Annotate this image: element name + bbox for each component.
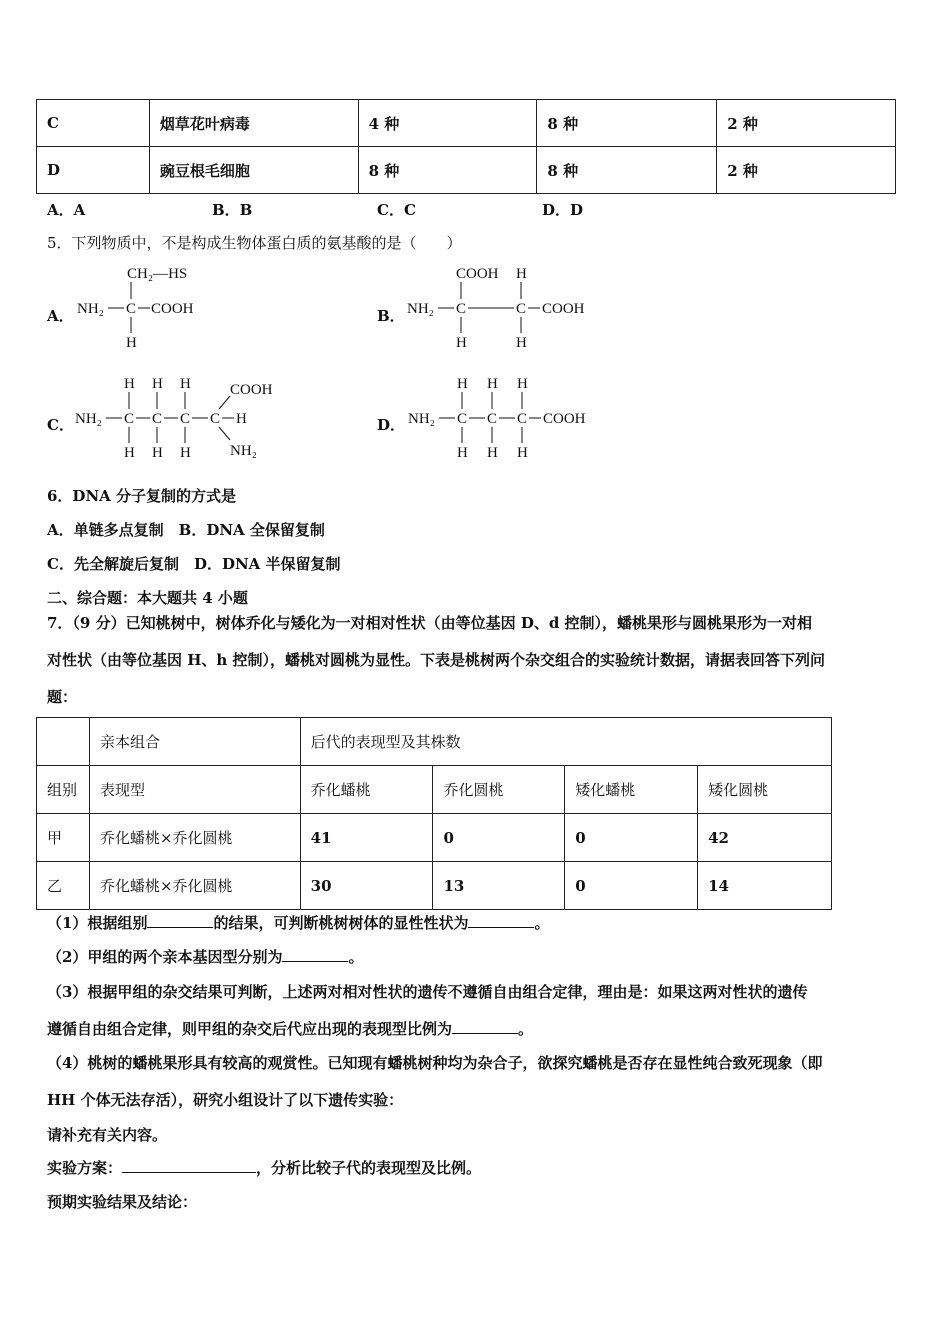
answer-blank[interactable]	[282, 947, 348, 962]
sub-question-1	[47, 912, 549, 933]
formula-text: CH₂—HS	[127, 266, 188, 282]
table-row	[37, 862, 832, 910]
formula-text: C	[210, 411, 221, 427]
formula-text: H	[487, 445, 498, 461]
option-d: D．D	[542, 201, 584, 219]
q6-options-ab: A．单链多点复制 B．DNA 全保留复制	[47, 521, 325, 539]
answer-blank[interactable]	[147, 913, 213, 928]
table-cell: 乔化蟠桃×乔化圆桃	[89, 862, 300, 910]
text: （1）根据组别	[47, 914, 148, 932]
formula-text: NH₂	[408, 411, 435, 427]
table-cell: 亲本组合	[89, 718, 300, 766]
question-7-line3: 题：	[47, 688, 78, 706]
table-cell: 2 种	[717, 100, 896, 147]
formula-text: C	[180, 411, 191, 427]
formula-text: H	[126, 335, 137, 351]
sub-question-2	[47, 946, 363, 967]
text: 。	[518, 1020, 534, 1038]
table-cell: 4 种	[358, 100, 537, 147]
q5-label-b: B．	[377, 307, 405, 325]
q5-label-c: C．	[47, 416, 74, 434]
formula-text: NH₂	[230, 443, 257, 459]
experiment-plan	[47, 1157, 481, 1178]
text: 。	[534, 914, 550, 932]
table-cell: 14	[698, 862, 832, 910]
q5-label-d: D．	[377, 416, 406, 434]
section-heading: 二、综合题：本大题共 4 小题	[47, 589, 248, 607]
formula-text: H	[517, 445, 528, 461]
text: 遵循自由组合定律，则甲组的杂交后代应出现的表现型比例为	[47, 1020, 453, 1038]
formula-text: C	[152, 411, 163, 427]
table-cell: 矮化蟠桃	[565, 766, 698, 814]
table-cross-results	[36, 717, 832, 910]
formula-c	[72, 368, 292, 468]
table-cell: C	[37, 100, 150, 147]
table-header-row	[37, 718, 832, 766]
table-cell: 甲	[37, 814, 90, 862]
table-cell: 8 种	[537, 147, 717, 194]
formula-text: H	[456, 335, 467, 351]
option-a: A．A	[47, 201, 86, 219]
table-cell: 0	[565, 862, 698, 910]
formula-text: H	[487, 376, 498, 392]
formula-text: C	[487, 411, 498, 427]
sub-question-3-line1: （3）根据甲组的杂交结果可判断，上述两对相对性状的遗传不遵循自由组合定律，理由是：如果这两对性状的遗传	[47, 983, 808, 1001]
table-cell: 组别	[37, 766, 90, 814]
option-c: C．C	[377, 201, 416, 219]
formula-text: H	[152, 376, 163, 392]
table-cell: 2 种	[717, 147, 896, 194]
table-cell	[37, 718, 90, 766]
table-cell: 8 种	[537, 100, 717, 147]
table-cell: 后代的表现型及其株数	[300, 718, 831, 766]
table-row	[37, 814, 832, 862]
formula-text: H	[517, 376, 528, 392]
formula-text: H	[457, 445, 468, 461]
formula-text: C	[517, 411, 528, 427]
q5-label-a: A．	[47, 307, 74, 325]
sub-question-4-line3: 请补充有关内容。	[47, 1126, 168, 1144]
formula-text: NH₂	[77, 301, 104, 317]
text: 实验方案：	[47, 1159, 123, 1177]
sub-question-4-line1: （4）桃树的蟠桃果形具有较高的观赏性。已知现有蟠桃树种均为杂合子，欲探究蟠桃是否存在显性纯合致死现象（即	[47, 1054, 823, 1072]
table-cell: 41	[300, 814, 433, 862]
table-cell: 13	[433, 862, 565, 910]
table-cell: 乙	[37, 862, 90, 910]
question-7-line1: 7．（9 分）已知桃树中，树体乔化与矮化为一对相对性状（由等位基因 D、d 控制），蟠桃果形与圆桃果形为一对相	[47, 614, 813, 632]
formula-b	[403, 258, 613, 358]
answer-blank[interactable]	[452, 1019, 518, 1034]
q6-options-cd: C．先全解旋后复制 D．DNA 半保留复制	[47, 555, 341, 573]
formula-text: NH₂	[75, 411, 102, 427]
formula-text: H	[180, 376, 191, 392]
formula-text: COOH	[151, 301, 194, 317]
question-5-stem: 5．下列物质中，不是构成生物体蛋白质的氨基酸的是（ ）	[47, 234, 462, 252]
sub-question-4-line2: HH 个体无法存活），研究小组设计了以下遗传实验：	[47, 1091, 404, 1109]
table-cell: 42	[698, 814, 832, 862]
formula-text: H	[124, 376, 135, 392]
table-row	[37, 147, 896, 194]
answer-blank[interactable]	[122, 1158, 256, 1173]
table-cell: 30	[300, 862, 433, 910]
table-variant-counts	[36, 99, 896, 194]
question-7-line2: 对性状（由等位基因 H、h 控制），蟠桃对圆桃为显性。下表是桃树两个杂交组合的实验统计数据，请据表回答下列问	[47, 651, 826, 669]
table-cell: 乔化圆桃	[433, 766, 565, 814]
table-cell: D	[37, 147, 150, 194]
question-6-stem: 6．DNA 分子复制的方式是	[47, 487, 237, 505]
table-cell: 乔化蟠桃	[300, 766, 433, 814]
formula-text: C	[126, 301, 137, 317]
formula-text: C	[456, 301, 467, 317]
text: 的结果，可判断桃树树体的显性性状为	[213, 914, 469, 932]
formula-text: H	[124, 445, 135, 461]
formula-a	[70, 258, 220, 358]
table-cell: 0	[433, 814, 565, 862]
formula-text: H	[457, 376, 468, 392]
formula-text: H	[152, 445, 163, 461]
formula-text: NH₂	[407, 301, 434, 317]
table-cell: 8 种	[358, 147, 537, 194]
formula-text: C	[124, 411, 135, 427]
table-cell: 烟草花叶病毒	[149, 100, 358, 147]
table-cell: 乔化蟠桃×乔化圆桃	[89, 814, 300, 862]
table-header-row	[37, 766, 832, 814]
text: 。	[348, 948, 364, 966]
formula-text: COOH	[543, 411, 586, 427]
answer-blank[interactable]	[468, 913, 534, 928]
table-cell: 矮化圆桃	[698, 766, 832, 814]
text: ，分析比较子代的表现型及比例。	[256, 1159, 482, 1177]
sub-question-3-line2	[47, 1018, 533, 1039]
formula-d	[404, 368, 614, 468]
formula-text: H	[516, 266, 527, 282]
formula-text: H	[180, 445, 191, 461]
expected-result: 预期实验结果及结论：	[47, 1193, 198, 1211]
option-b: B．B	[212, 201, 253, 219]
table-cell: 豌豆根毛细胞	[149, 147, 358, 194]
formula-text: COOH	[456, 266, 499, 282]
formula-text: C	[457, 411, 468, 427]
text: （2）甲组的两个亲本基因型分别为	[47, 948, 283, 966]
formula-text: C	[516, 301, 527, 317]
table-cell: 表现型	[89, 766, 300, 814]
formula-text: H	[236, 411, 247, 427]
formula-text: COOH	[230, 382, 273, 398]
table-cell: 0	[565, 814, 698, 862]
formula-text: COOH	[542, 301, 585, 317]
formula-text: H	[516, 335, 527, 351]
table-row	[37, 100, 896, 147]
